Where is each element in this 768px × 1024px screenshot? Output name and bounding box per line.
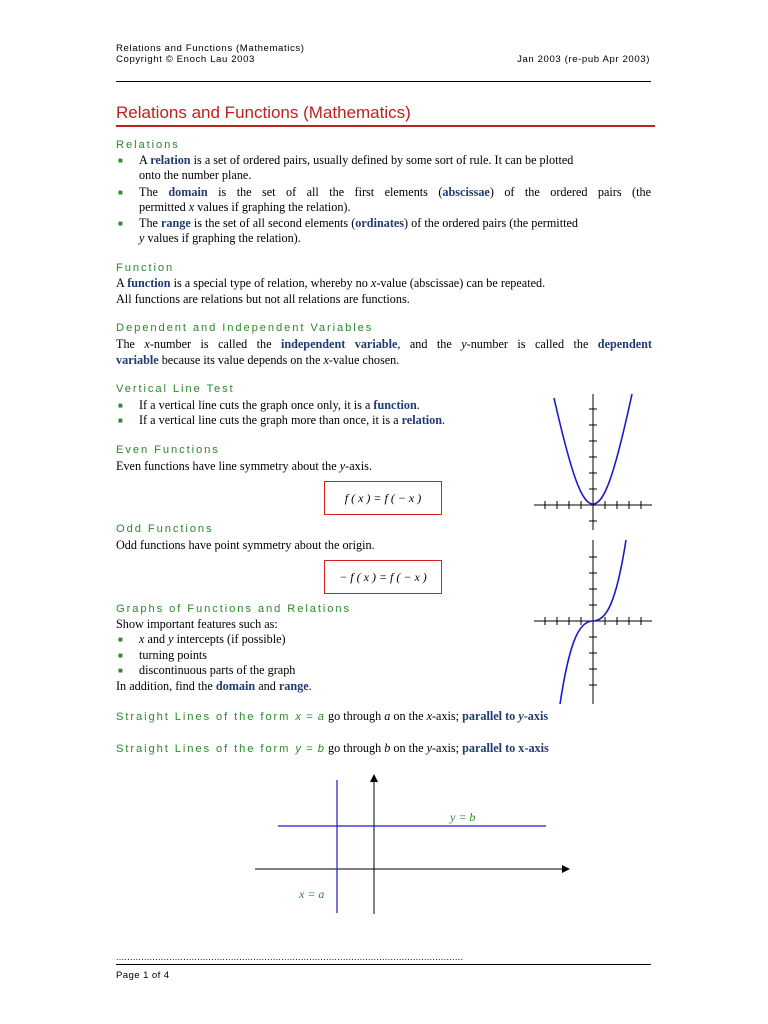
relations-bullet-3-cont: y values if graphing the relation). (139, 231, 301, 245)
even-formula-box: f ( x ) = f ( − x ) (324, 481, 442, 515)
footer-rule (116, 964, 651, 965)
graphs-heading: Graphs of Functions and Relations (116, 603, 351, 615)
graphs-bullet-2: turning points (139, 648, 208, 662)
header-rule (116, 81, 651, 82)
bullet-icon: ■ (118, 416, 123, 425)
vlt-bullet-2: If a vertical line cuts the graph more than once, it is a relation. (139, 413, 446, 427)
straight-lines-graph (250, 768, 580, 920)
relations-heading: Relations (116, 139, 180, 151)
graphs-line-2: In addition, find the domain and range. (116, 679, 312, 693)
straight-lines-y-line: Straight Lines of the form y = b go through b on the y-axis; parallel to x-axis (116, 741, 549, 755)
header-copyright: Copyright © Enoch Lau 2003 (116, 54, 255, 65)
relations-bullet-3: The range is the set of all second elements (ordinates) of the ordered pairs (the permitted (139, 216, 578, 230)
relations-bullet-2-cont: permitted x values if graphing the relation). (139, 200, 351, 214)
odd-formula-box: − f ( x ) = f ( − x ) (324, 560, 442, 594)
graphs-bullet-1: x and y intercepts (if possible) (139, 632, 286, 646)
even-function-graph (532, 392, 654, 532)
bullet-icon: ■ (118, 188, 123, 197)
vertical-line-test-heading: Vertical Line Test (116, 383, 235, 395)
even-functions-heading: Even Functions (116, 444, 220, 456)
function-heading: Function (116, 262, 175, 274)
title-rule (116, 125, 655, 127)
odd-function-graph (532, 538, 654, 706)
graphs-line-1: Show important features such as: (116, 617, 278, 631)
odd-functions-heading: Odd Functions (116, 523, 214, 535)
bullet-icon: ■ (118, 156, 123, 165)
header-date: Jan 2003 (re-pub Apr 2003) (517, 54, 650, 65)
relations-bullet-2: The domain is the set of all the first elements (abscissae) of the ordered pairs (the (139, 185, 651, 199)
bullet-icon: ■ (118, 635, 123, 644)
relations-bullet-1: A relation is a set of ordered pairs, usually defined by some sort of rule. It can be plotted (139, 153, 574, 167)
bullet-icon: ■ (118, 219, 123, 228)
function-line-1: A function is a special type of relation, whereby no x-value (abscissae) can be repeated. (116, 276, 546, 290)
footer-dots: ............................................................................................................................ (116, 952, 464, 962)
relations-bullet-1-cont: onto the number plane. (139, 168, 252, 182)
page-number: Page 1 of 4 (116, 970, 170, 981)
function-line-2: All functions are relations but not all relations are functions. (116, 292, 410, 306)
label-y-b: y = b (450, 810, 476, 824)
graphs-bullet-3: discontinuous parts of the graph (139, 663, 296, 677)
variables-heading: Dependent and Independent Variables (116, 322, 374, 334)
header-title: Relations and Functions (Mathematics) (116, 43, 305, 54)
straight-lines-x-line: Straight Lines of the form x = a go through a on the x-axis; parallel to y-axis (116, 709, 549, 723)
bullet-icon: ■ (118, 651, 123, 660)
vlt-bullet-1: If a vertical line cuts the graph once only, it is a function. (139, 398, 420, 412)
variables-line-2: variable because its value depends on the x-value chosen. (116, 353, 400, 367)
variables-line-1: The x-number is called the independent variable, and the y-number is called the dependent (116, 337, 652, 351)
bullet-icon: ■ (118, 401, 123, 410)
even-functions-line: Even functions have line symmetry about the y-axis. (116, 459, 372, 473)
bullet-icon: ■ (118, 666, 123, 675)
label-x-a: x = a (299, 887, 325, 901)
odd-functions-line: Odd functions have point symmetry about the origin. (116, 538, 375, 552)
page-title: Relations and Functions (Mathematics) (116, 103, 411, 122)
